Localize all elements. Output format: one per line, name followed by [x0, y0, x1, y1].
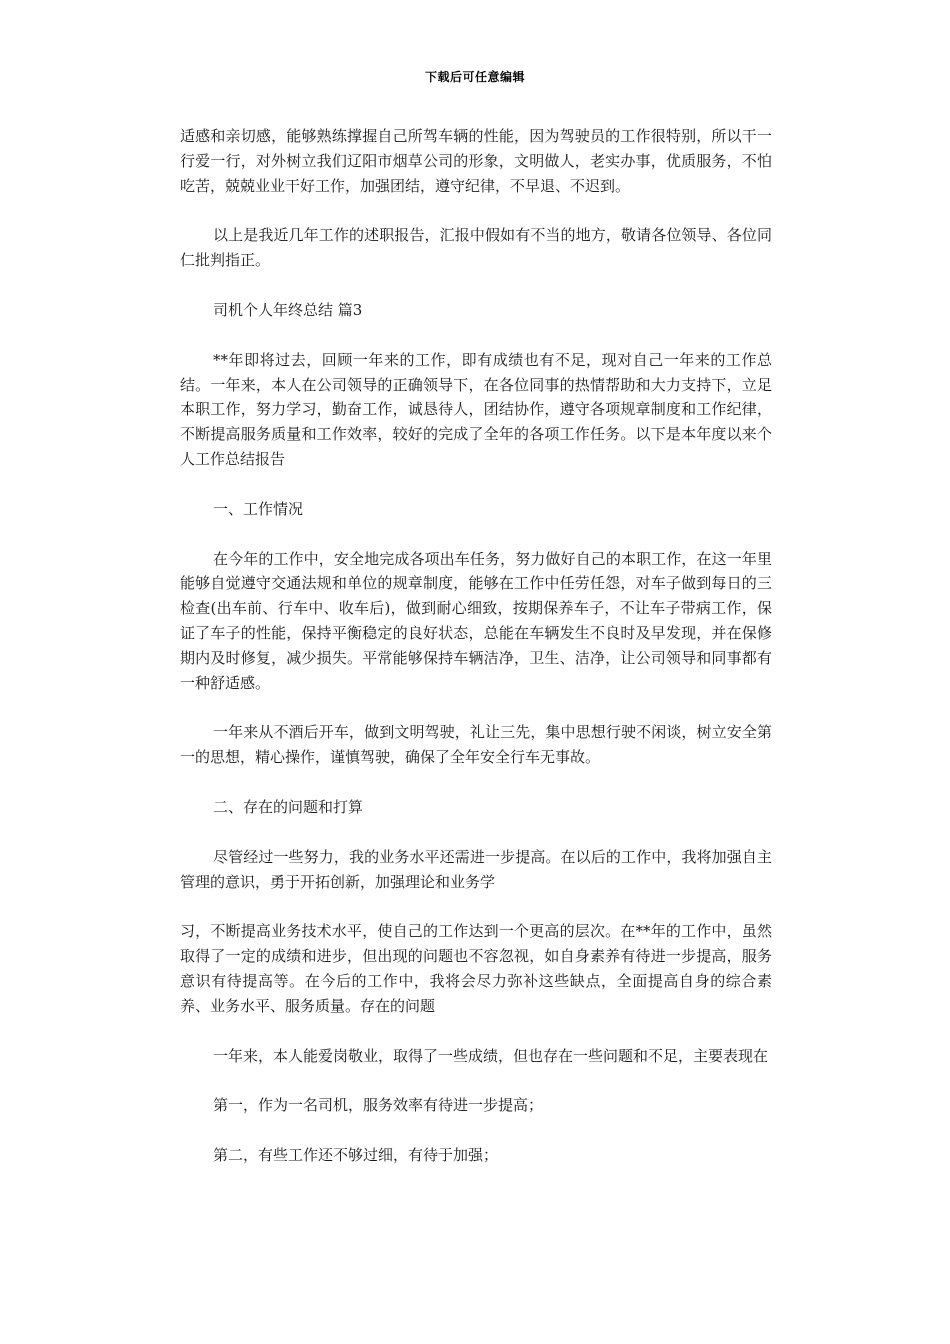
paragraph-7: 一年来从不酒后开车，做到文明驾驶，礼让三先，集中思想行驶不闲谈，树立安全第一的思想，精心操作，谨慎驾驶，确保了全年安全行车无事故。: [180, 723, 772, 767]
paragraph-13: 第二，有些工作还不够过细，有待于加强；: [213, 1146, 499, 1165]
paragraph-10: 习，不断提高业务技术水平，使自己的工作达到一个更高的层次。在**年的工作中，虽然取得了一定的成绩和进步，但出现的问题也不容忽视，如自身素养有待进一步提高，服务意识有待提高等。在今后的工作中，我将会尽力弥补这些缺点，全面提高自身的综合素养、业务水平、服务质量。存在的问题: [180, 922, 772, 1015]
paragraph-2: 以上是我近几年工作的述职报告，汇报中假如有不当的地方，敬请各位领导、各位同仁批判指正。: [180, 226, 772, 270]
document-body: [180, 124, 772, 1193]
paragraph-4: **年即将过去，回顾一年来的工作，即有成绩也有不足，现对自己一年来的工作总结。一年来，本人在公司领导的正确领导下，在各位同事的热情帮助和大力支持下，立足本职工作，努力学习，勤奋工作，诚恳待人，团结协作，遵守各项规章制度和工作纪律，不断提高服务质量和工作效率，较好的完成了全年的各项工作任务。以下是本年度以来个人工作总结报告: [180, 350, 772, 468]
paragraph-11: 一年来，本人能爱岗敬业，取得了一些成绩，但也存在一些问题和不足，主要表现在: [213, 1046, 769, 1065]
paragraph-12: 第一，作为一名司机，服务效率有待进一步提高；: [213, 1096, 544, 1115]
section-title: 司机个人年终总结 篇3: [213, 300, 363, 319]
heading-problems-plans: 二、存在的问题和打算: [213, 797, 364, 816]
page-header: 下载后可任意编辑: [424, 70, 525, 84]
paragraph-1: 适感和亲切感，能够熟练撑握自己所驾车辆的性能，因为驾驶员的工作很特别，所以干一行爱一行，对外树立我们辽阳市烟草公司的形象，文明做人，老实办事，优质服务，不怕吃苦，兢兢业业干好工作，加强团结，遵守纪律，不早退、不迟到。: [180, 127, 772, 195]
paragraph-6: 在今年的工作中，安全地完成各项出车任务，努力做好自己的本职工作，在这一年里能够自觉遵守交通法规和单位的规章制度，能够在工作中任劳任怨，对车子做到每日的三检查(出车前、行车中、收车后)，做到耐心细致，按期保养车子，不让车子带病工作，保证了车子的性能，保持平衡稳定的良好状态，总能在车辆发生不良时及早发现，并在保修期内及时修复，减少损失。平常能够保持车辆洁净，卫生、洁净，让公司领导和同事都有一种舒适感。: [180, 549, 772, 692]
heading-work-status: 一、工作情况: [213, 499, 304, 518]
paragraph-9: 尽管经过一些努力，我的业务水平还需进一步提高。在以后的工作中，我将加强自主管理的意识，勇于开拓创新，加强理论和业务学: [180, 847, 772, 891]
